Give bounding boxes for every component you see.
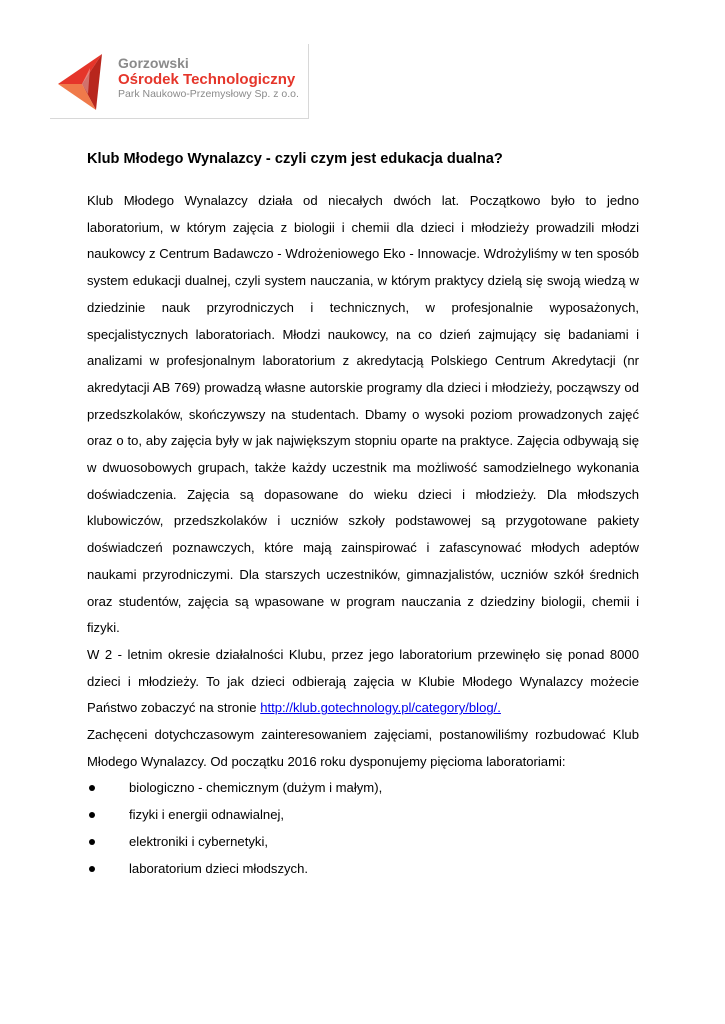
document-body [87, 150, 639, 882]
paragraph-1: Klub Młodego Wynalazcy działa od niecałych dwóch lat. Początkowo było to jedno laboratorium, w którym zajęcia z biologii i chemii dla dzieci i młodzieży prowadzili młodzi naukowcy z Centrum Badawczo - Wdrożeniowego Eko - Innowacje. Wdrożyliśmy w ten sposób system edukacji dualnej, czyli system nauczania, w którym praktycy dzielą się swoją wiedzą w dziedzinie nauk przyrodniczych i technicznych, w profesjonalnie wyposażonych, specjalistycznych laboratoriach. Młodzi naukowcy, na co dzień zajmujący się badaniami i analizami w profesjonalnym laboratorium z akredytacją Polskiego Centrum Akredytacji (nr akredytacji AB 769) prowadzą własne autorskie programy dla dzieci i młodzieży, począwszy od przedszkolaków, skończywszy na studentach. Dbamy o wysoki poziom prowadzonych zajęć oraz o to, aby zajęcia były w jak największym stopniu oparte na praktyce. Zajęcia odbywają się w dwuosobowych grupach, także każdy uczestnik ma możliwość samodzielnego wykonania doświadczenia. Zajęcia są dopasowane do wieku dzieci i młodzieży. Dla młodszych klubowiczów, przedszkolaków i uczniów szkoły podstawowej są przygotowane pakiety doświadczeń poznawczych, które mają zainspirować i zafascynować młodych adeptów naukami przyrodniczymi. Dla starszych uczestników, gimnazjalistów, uczniów szkół średnich oraz studentów, zajęcia są wpasowane w program nauczania z dziedziny biologii, chemii i fizyki. [87, 193, 639, 636]
bullet-icon [89, 839, 95, 845]
list-item-text: biologiczno - chemicznym (dużym i małym), [129, 780, 383, 796]
list-item-text: elektroniki i cybernetyki, [129, 833, 268, 849]
logo-text [118, 56, 299, 101]
list-item [87, 856, 639, 883]
bullet-icon [89, 785, 95, 791]
company-logo [50, 44, 309, 119]
logo-line-2: Ośrodek Technologiczny [118, 71, 296, 88]
logo-mark-icon [58, 54, 110, 110]
list-item [87, 775, 639, 802]
list-item-text: fizyki i energii odnawialnej, [129, 807, 285, 823]
bullet-icon [89, 866, 95, 872]
list-item-text: laboratorium dzieci młodszych. [129, 860, 309, 876]
bullet-icon [89, 812, 95, 818]
list-item [87, 829, 639, 856]
paragraph-2-text: W 2 - letnim okresie działalności Klubu, przez jego laboratorium przewinęło się ponad 8000 dzieci i młodzieży. To jak dzieci odbierają zajęcia w Klubie Młodego Wynalazcy możecie Państwo zobaczyć na stronie [87, 646, 639, 716]
paragraph-3: Zachęceni dotychczasowym zainteresowaniem zajęciami, postanowiliśmy rozbudować Klub Młodego Wynalazcy. Od początku 2016 roku dysponujemy pięcioma laboratoriami: [87, 727, 639, 769]
logo-line-3: Park Naukowo-Przemysłowy Sp. z o.o. [118, 88, 299, 100]
blog-link[interactable]: http://klub.gotechnology.pl/category/blog/. [260, 700, 501, 716]
laboratories-list [87, 775, 639, 882]
list-item [87, 802, 639, 829]
document-title: Klub Młodego Wynalazcy - czyli czym jest edukacja dualna? [87, 151, 503, 167]
paragraph-2 [87, 642, 639, 722]
logo-line-1: Gorzowski [118, 55, 189, 71]
